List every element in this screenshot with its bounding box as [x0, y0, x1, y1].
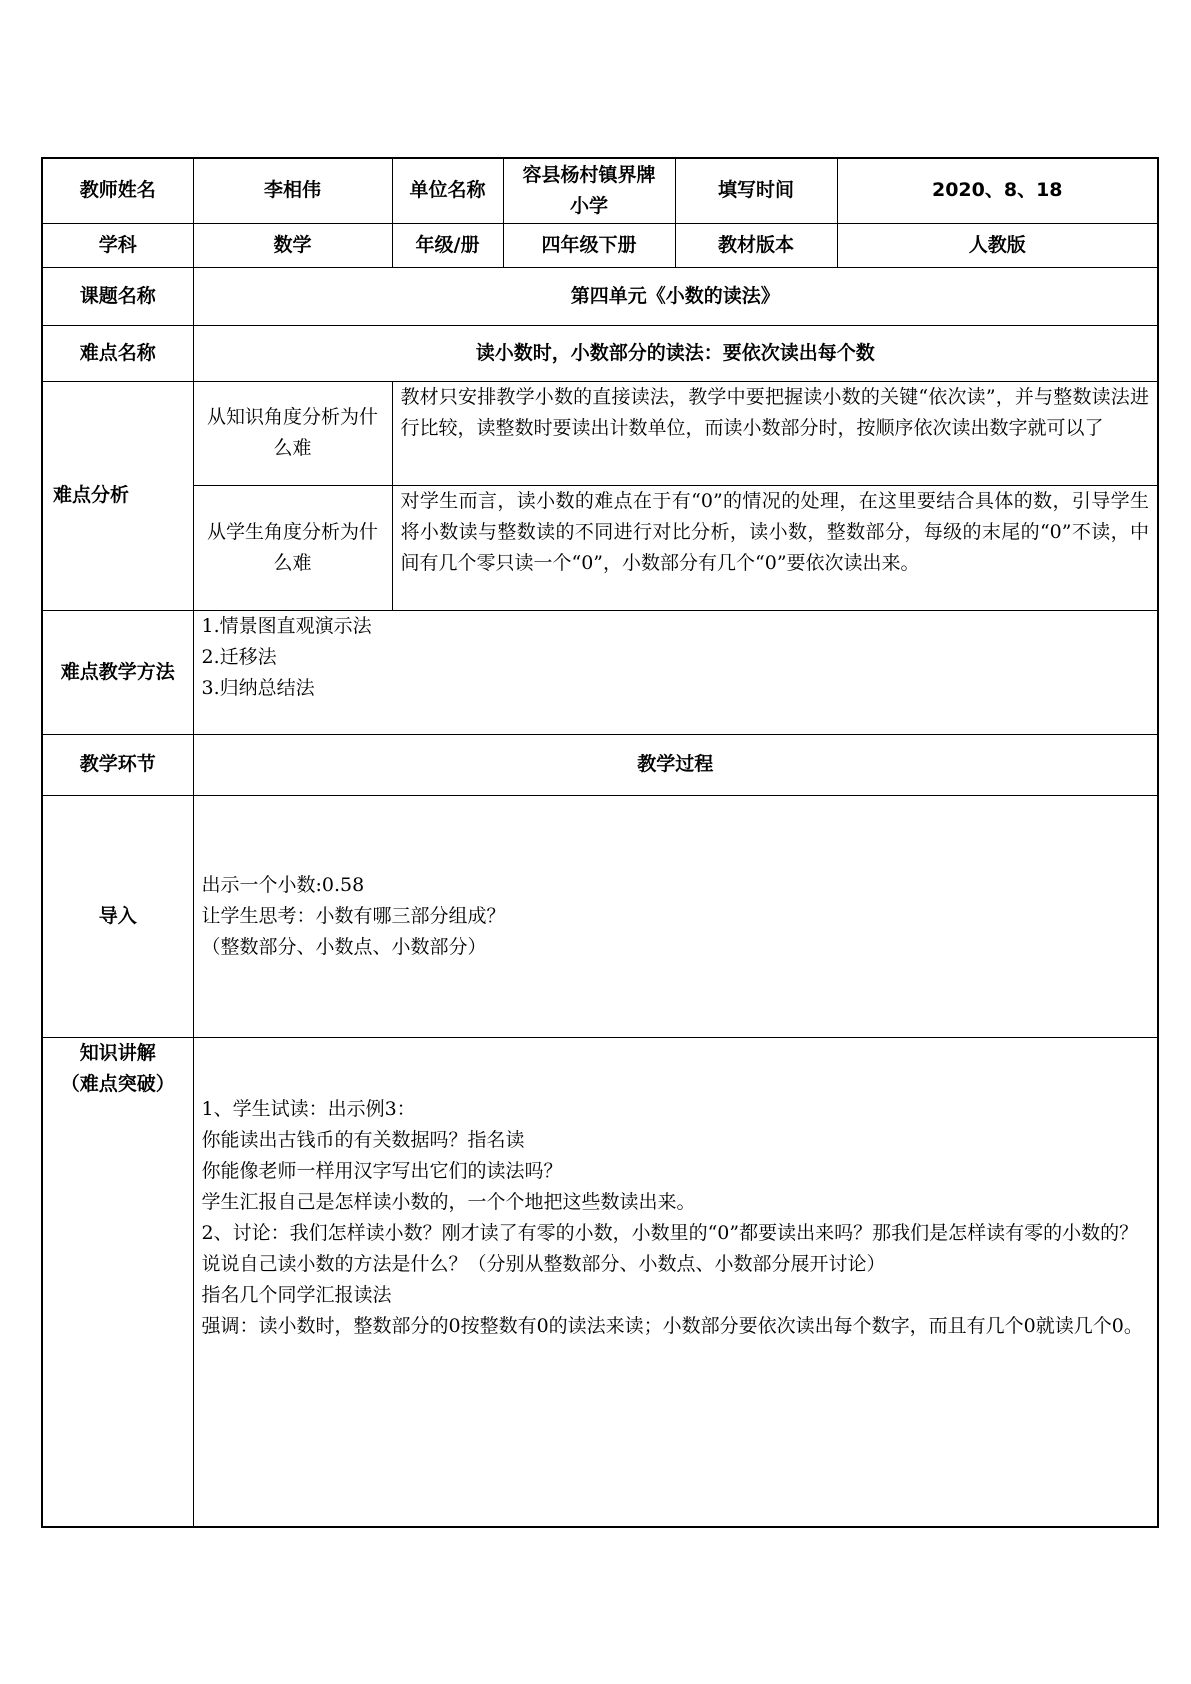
edition-label: 教材版本 — [675, 223, 837, 267]
intro-line: 让学生思考：小数有哪三部分组成？ — [201, 904, 506, 927]
subject-row — [42, 223, 1158, 267]
intro-row — [42, 795, 1158, 1037]
analysis-student-row — [42, 485, 1158, 610]
explain-line: 2、讨论：我们怎样读小数？刚才读了有零的小数，小数里的“0”都要读出来吗？那我们是怎样读有零的小数的？ — [201, 1221, 1139, 1244]
teacher-name: 李相伟 — [193, 158, 392, 223]
subject-label: 学科 — [42, 223, 193, 267]
stage-label: 教学环节 — [42, 734, 193, 795]
date-value: 2020、8、18 — [837, 158, 1158, 223]
explain-row — [42, 1037, 1158, 1527]
methods-row — [42, 610, 1158, 734]
lesson-plan-table — [41, 157, 1159, 1528]
explain-content — [193, 1037, 1158, 1527]
intro-content — [193, 795, 1158, 1037]
explain-line: 强调：读小数时，整数部分的0按整数有0的读法来读；小数部分要依次读出每个数字，而且有几个0就读几个0。 — [201, 1314, 1143, 1337]
student-angle-label: 从学生角度分析为什么难 — [193, 485, 392, 610]
unit-label: 单位名称 — [392, 158, 503, 223]
method-item: 3.归纳总结法 — [201, 676, 315, 699]
intro-label: 导入 — [42, 795, 193, 1037]
explain-line: 学生汇报自己是怎样读小数的，一个个地把这些数读出来。 — [201, 1190, 696, 1213]
topic-row — [42, 267, 1158, 325]
header-row — [42, 158, 1158, 223]
explain-line: 指名几个同学汇报读法 — [201, 1283, 392, 1306]
methods-label: 难点教学方法 — [42, 610, 193, 734]
topic-value: 第四单元《小数的读法》 — [193, 267, 1158, 325]
difficulty-label: 难点名称 — [42, 325, 193, 381]
teacher-label: 教师姓名 — [42, 158, 193, 223]
topic-label: 课题名称 — [42, 267, 193, 325]
method-item: 1.情景图直观演示法 — [201, 614, 372, 637]
explain-label — [42, 1037, 193, 1527]
unit-name: 容县杨村镇界牌小学 — [503, 158, 675, 223]
difficulty-row — [42, 325, 1158, 381]
subject-value: 数学 — [193, 223, 392, 267]
process-label: 教学过程 — [193, 734, 1158, 795]
explain-line: 1、学生试读：出示例3： — [201, 1097, 416, 1120]
student-angle-text: 对学生而言，读小数的难点在于有“0”的情况的处理，在这里要结合具体的数，引导学生将小数读与整数读的不同进行对比分析，读小数，整数部分，每级的末尾的“0”不读，中间有几个零只读一个“0”，小数部分有几个“0”要依次读出来。 — [392, 485, 1158, 610]
process-header-row — [42, 734, 1158, 795]
knowledge-angle-label: 从知识角度分析为什么难 — [193, 381, 392, 485]
explain-line: 说说自己读小数的方法是什么？（分别从整数部分、小数点、小数部分展开讨论） — [201, 1252, 886, 1275]
explain-label-line: （难点突破） — [60, 1072, 175, 1095]
method-item: 2.迁移法 — [201, 645, 277, 668]
intro-line: 出示一个小数:0.58 — [201, 873, 365, 896]
difficulty-value: 读小数时，小数部分的读法：要依次读出每个数 — [193, 325, 1158, 381]
grade-label: 年级/册 — [392, 223, 503, 267]
explain-line: 你能读出古钱币的有关数据吗？指名读 — [201, 1128, 525, 1151]
methods-list — [193, 610, 1158, 734]
grade-value: 四年级下册 — [503, 223, 675, 267]
analysis-knowledge-row — [42, 381, 1158, 485]
analysis-label: 难点分析 — [42, 381, 193, 610]
explain-line: 你能像老师一样用汉字写出它们的读法吗？ — [201, 1159, 563, 1182]
explain-label-line: 知识讲解 — [79, 1041, 156, 1064]
edition-value: 人教版 — [837, 223, 1158, 267]
intro-line: （整数部分、小数点、小数部分） — [201, 935, 487, 958]
date-label: 填写时间 — [675, 158, 837, 223]
knowledge-angle-text: 教材只安排教学小数的直接读法，教学中要把握读小数的关键“依次读”，并与整数读法进行比较，读整数时要读出计数单位，而读小数部分时，按顺序依次读出数字就可以了 — [392, 381, 1158, 485]
